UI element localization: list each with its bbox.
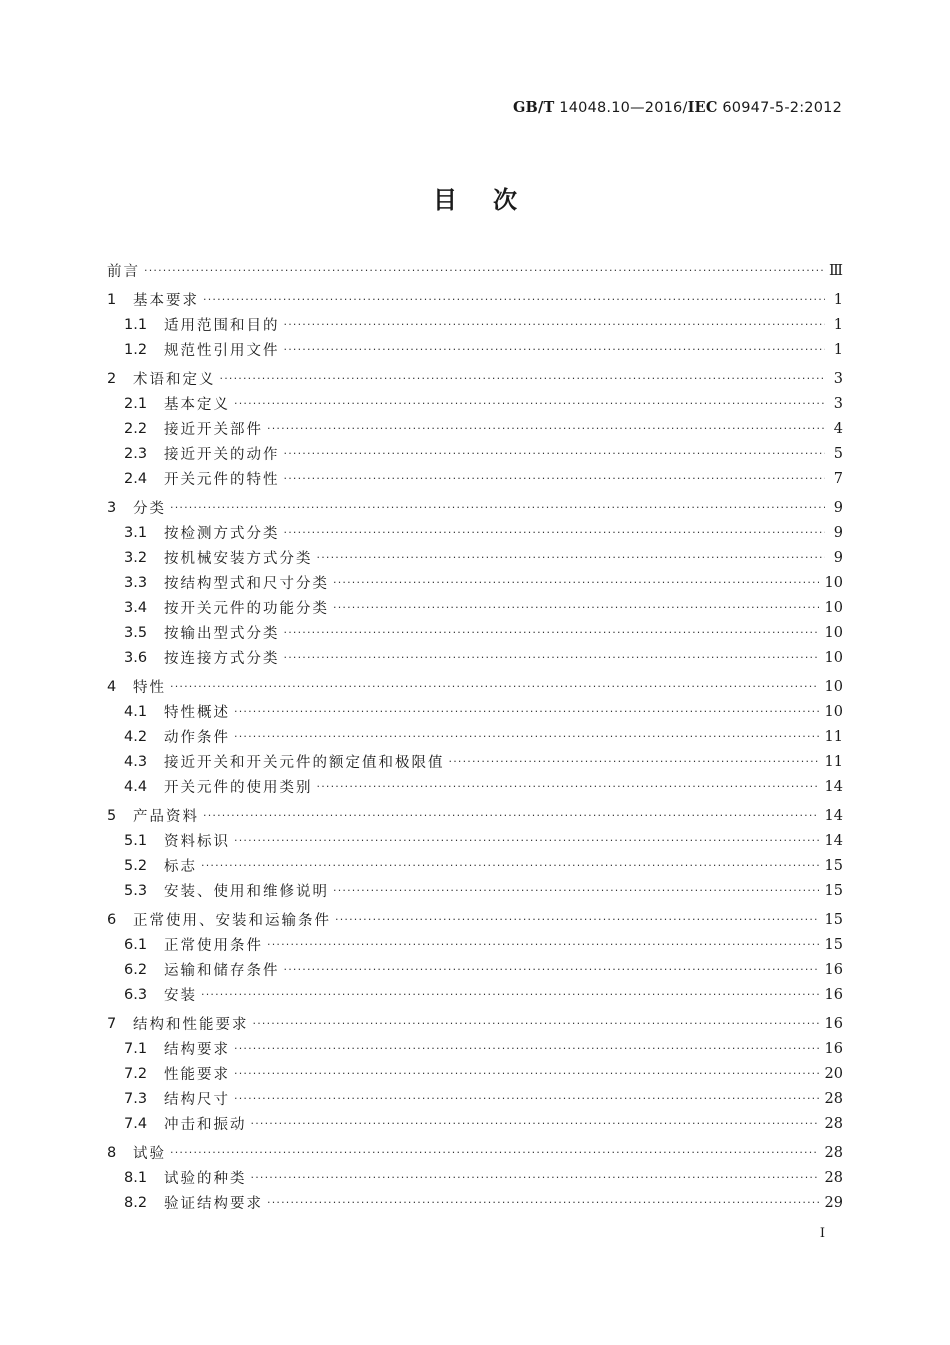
dot-leader — [203, 287, 825, 312]
toc-entry-label: 分类 — [133, 501, 166, 517]
toc-entry-label: 接近开关部件 — [164, 422, 263, 438]
toc-entry[interactable] — [107, 724, 843, 749]
toc-entry-label: 运输和储存条件 — [164, 963, 280, 979]
toc-entry-label: 资料标识 — [164, 834, 230, 850]
toc-entry-page: 3 — [833, 395, 843, 412]
toc-entry-page: 10 — [824, 649, 843, 666]
toc-entry[interactable] — [107, 620, 843, 645]
toc-entry-page: 15 — [824, 936, 843, 953]
toc-entry[interactable] — [107, 337, 843, 362]
dot-leader — [251, 1165, 819, 1190]
toc-entry[interactable] — [107, 803, 843, 828]
toc-entry-page: 1 — [833, 291, 843, 308]
dot-leader — [234, 1086, 819, 1111]
toc-entry-label: 验证结构要求 — [164, 1196, 263, 1212]
toc-entry-page: 10 — [824, 678, 843, 695]
toc-entry[interactable] — [107, 495, 843, 520]
dot-leader — [284, 441, 826, 466]
dot-leader — [201, 982, 819, 1007]
toc-entry[interactable] — [107, 1165, 843, 1190]
toc-entry-number: 8.1 — [124, 1169, 148, 1186]
toc-entry-number: 3.4 — [124, 599, 148, 616]
dot-leader — [284, 520, 826, 545]
toc-entry-number: 2.4 — [124, 470, 148, 487]
toc-entry-number: 1.2 — [124, 341, 148, 358]
dot-leader — [234, 391, 825, 416]
toc-entry-page: 16 — [824, 986, 843, 1003]
dot-leader — [267, 416, 825, 441]
toc-entry-label: 安装 — [164, 988, 197, 1004]
toc-entry[interactable] — [107, 749, 843, 774]
std-prefix: GB/T — [512, 99, 555, 116]
toc-entry-page: 28 — [824, 1090, 843, 1107]
toc-entry-page: 16 — [824, 961, 843, 978]
toc-entry[interactable] — [107, 828, 843, 853]
toc-entry-number: 7.1 — [124, 1040, 148, 1057]
toc-entry[interactable] — [107, 878, 843, 903]
dot-leader — [201, 853, 819, 878]
toc-entry[interactable] — [107, 366, 843, 391]
toc-entry-page: 28 — [824, 1144, 843, 1161]
toc-entry[interactable] — [107, 570, 843, 595]
toc-entry-label: 基本要求 — [133, 293, 199, 309]
toc-entry-label: 结构尺寸 — [164, 1092, 230, 1108]
toc-entry-number: 5.1 — [124, 832, 148, 849]
toc-entry[interactable] — [107, 391, 843, 416]
toc-entry[interactable] — [107, 774, 843, 799]
toc-entry-number: 3.5 — [124, 624, 148, 641]
toc-entry-page: 16 — [824, 1040, 843, 1057]
toc-entry-label: 特性概述 — [164, 705, 230, 721]
toc-entry-number: 7.3 — [124, 1090, 148, 1107]
toc-entry-page: 11 — [824, 753, 843, 770]
toc-entry-page: 10 — [824, 574, 843, 591]
toc-entry[interactable] — [107, 932, 843, 957]
toc-entry-number: 4.1 — [124, 703, 148, 720]
toc-entry-number: 6.1 — [124, 936, 148, 953]
dot-leader — [234, 828, 819, 853]
toc-entry[interactable] — [107, 1190, 843, 1215]
dot-leader — [317, 774, 819, 799]
toc-entry-page: Ⅲ — [829, 262, 843, 279]
toc-entry-label: 正常使用条件 — [164, 938, 263, 954]
toc-entry-label: 按检测方式分类 — [164, 526, 280, 542]
dot-leader — [449, 749, 819, 774]
toc-entry-label: 开关元件的使用类别 — [164, 780, 313, 796]
toc-entry-label: 规范性引用文件 — [164, 343, 280, 359]
toc-entry-number: 5.2 — [124, 857, 148, 874]
toc-entry-number: 5.3 — [124, 882, 148, 899]
dot-leader — [170, 1140, 819, 1165]
toc-entry-page: 1 — [833, 341, 843, 358]
toc-entry-page: 9 — [833, 549, 843, 566]
standard-number — [513, 99, 842, 116]
dot-leader — [253, 1011, 819, 1036]
toc-entry-number: 8 — [107, 1144, 117, 1161]
page-number: I — [819, 1226, 825, 1241]
dot-leader — [234, 1061, 819, 1086]
dot-leader — [333, 570, 819, 595]
toc-entry-number: 4.4 — [124, 778, 148, 795]
toc-entry-page: 15 — [824, 911, 843, 928]
toc-entry-number: 8.2 — [124, 1194, 148, 1211]
toc-entry-label: 按开关元件的功能分类 — [164, 601, 329, 617]
toc-entry-label: 产品资料 — [133, 809, 199, 825]
dot-leader — [170, 674, 819, 699]
toc-entry[interactable] — [107, 258, 843, 283]
toc-entry-number: 4 — [107, 678, 117, 695]
toc-entry-page: 28 — [824, 1169, 843, 1186]
toc-entry-page: 10 — [824, 599, 843, 616]
page-title: 目次 — [433, 186, 553, 214]
toc-entry-page: 14 — [824, 807, 843, 824]
toc-entry[interactable] — [107, 312, 843, 337]
toc-entry-label: 开关元件的特性 — [164, 472, 280, 488]
toc-entry[interactable] — [107, 853, 843, 878]
dot-leader — [267, 932, 819, 957]
toc-entry-label: 按结构型式和尺寸分类 — [164, 576, 329, 592]
toc-entry-number: 2.3 — [124, 445, 148, 462]
toc-entry-number: 6.3 — [124, 986, 148, 1003]
toc-entry-page: 15 — [824, 882, 843, 899]
toc-entry-number: 2.1 — [124, 395, 148, 412]
dot-leader — [284, 645, 819, 670]
dot-leader — [317, 545, 826, 570]
toc-entry-label: 接近开关的动作 — [164, 447, 280, 463]
toc-entry-label: 适用范围和目的 — [164, 318, 280, 334]
toc-entry-label: 冲击和振动 — [164, 1117, 247, 1133]
toc-entry[interactable] — [107, 1111, 843, 1136]
dot-leader — [284, 312, 826, 337]
dot-leader — [333, 595, 819, 620]
toc-entry[interactable] — [107, 957, 843, 982]
toc-entry-label: 正常使用、安装和运输条件 — [133, 913, 331, 929]
toc-entry-page: 9 — [833, 499, 843, 516]
dot-leader — [203, 803, 819, 828]
toc-entry[interactable] — [107, 545, 843, 570]
toc-entry-page: 29 — [824, 1194, 843, 1211]
dot-leader — [284, 620, 819, 645]
toc-entry[interactable] — [107, 416, 843, 441]
dot-leader — [234, 724, 819, 749]
toc-entry-label: 动作条件 — [164, 730, 230, 746]
dot-leader — [333, 878, 819, 903]
toc-entry-label: 结构要求 — [164, 1042, 230, 1058]
toc-entry-number: 7 — [107, 1015, 117, 1032]
toc-entry-label: 性能要求 — [164, 1067, 230, 1083]
toc-entry-number: 3.3 — [124, 574, 148, 591]
toc-entry-page: 28 — [824, 1115, 843, 1132]
toc-entry[interactable] — [107, 595, 843, 620]
toc-entry-page: 10 — [824, 624, 843, 641]
toc-entry-number: 4.3 — [124, 753, 148, 770]
toc-entry-number: 6 — [107, 911, 117, 928]
toc-entry-page: 20 — [824, 1065, 843, 1082]
toc-entry-number: 2 — [107, 370, 117, 387]
std-code: 14048.10—2016/ — [554, 100, 688, 116]
dot-leader — [170, 495, 825, 520]
toc-entry-number: 3.6 — [124, 649, 148, 666]
toc-entry[interactable] — [107, 1140, 843, 1165]
toc-entry[interactable] — [107, 1036, 843, 1061]
toc-entry-page: 7 — [833, 470, 843, 487]
toc-entry-label: 术语和定义 — [133, 372, 216, 388]
toc-entry-number: 7.4 — [124, 1115, 148, 1132]
toc-entry[interactable] — [107, 287, 843, 312]
toc-entry-label: 接近开关和开关元件的额定值和极限值 — [164, 755, 445, 771]
toc-entry-label: 按输出型式分类 — [164, 626, 280, 642]
toc-entry-number: 5 — [107, 807, 117, 824]
dot-leader — [284, 957, 819, 982]
toc-entry-number: 3.2 — [124, 549, 148, 566]
toc-entry-number: 2.2 — [124, 420, 148, 437]
dot-leader — [251, 1111, 819, 1136]
toc-entry-page: 15 — [824, 857, 843, 874]
toc-entry-label: 按机械安装方式分类 — [164, 551, 313, 567]
toc-entry-number: 3 — [107, 499, 117, 516]
dot-leader — [234, 699, 819, 724]
toc-entry[interactable] — [107, 645, 843, 670]
toc-entry-label: 特性 — [133, 680, 166, 696]
toc-entry-label: 试验的种类 — [164, 1171, 247, 1187]
toc-entry-number: 6.2 — [124, 961, 148, 978]
dot-leader — [335, 907, 819, 932]
toc-entry[interactable] — [107, 699, 843, 724]
dot-leader — [144, 258, 823, 283]
toc-entry[interactable] — [107, 982, 843, 1007]
toc-entry-page: 9 — [833, 524, 843, 541]
toc-entry-page: 3 — [833, 370, 843, 387]
toc-entry[interactable] — [107, 1061, 843, 1086]
toc-entry-page: 5 — [833, 445, 843, 462]
toc-entry[interactable] — [107, 1086, 843, 1111]
std-iec: IEC — [687, 99, 718, 116]
toc-entry-page: 14 — [824, 832, 843, 849]
toc-entry-label: 基本定义 — [164, 397, 230, 413]
toc-entry-page: 1 — [833, 316, 843, 333]
std-iec-code: 60947-5-2:2012 — [717, 100, 842, 116]
dot-leader — [284, 466, 826, 491]
toc-entry-number: 4.2 — [124, 728, 148, 745]
toc-entry-page: 11 — [824, 728, 843, 745]
toc-entry-page: 10 — [824, 703, 843, 720]
toc-entry-page: 4 — [833, 420, 843, 437]
dot-leader — [234, 1036, 819, 1061]
toc-entry[interactable] — [107, 520, 843, 545]
toc-entry[interactable] — [107, 907, 843, 932]
toc-entry[interactable] — [107, 674, 843, 699]
toc-entry-label: 按连接方式分类 — [164, 651, 280, 667]
toc-entry-label: 安装、使用和维修说明 — [164, 884, 329, 900]
dot-leader — [267, 1190, 819, 1215]
toc-entry-number: 1 — [107, 291, 117, 308]
dot-leader — [284, 337, 826, 362]
toc-entry-number: 3.1 — [124, 524, 148, 541]
dot-leader — [220, 366, 826, 391]
toc-entry-label: 标志 — [164, 859, 197, 875]
toc-entry-label: 试验 — [133, 1146, 166, 1162]
toc-entry-label: 结构和性能要求 — [133, 1017, 249, 1033]
toc-entry-label: 前言 — [107, 264, 140, 280]
toc-entry[interactable] — [107, 1011, 843, 1036]
toc-entry[interactable] — [107, 441, 843, 466]
toc-entry-page: 14 — [824, 778, 843, 795]
toc-entry[interactable] — [107, 466, 843, 491]
toc-entry-page: 16 — [824, 1015, 843, 1032]
toc-entry-number: 7.2 — [124, 1065, 148, 1082]
toc-entry-number: 1.1 — [124, 316, 148, 333]
